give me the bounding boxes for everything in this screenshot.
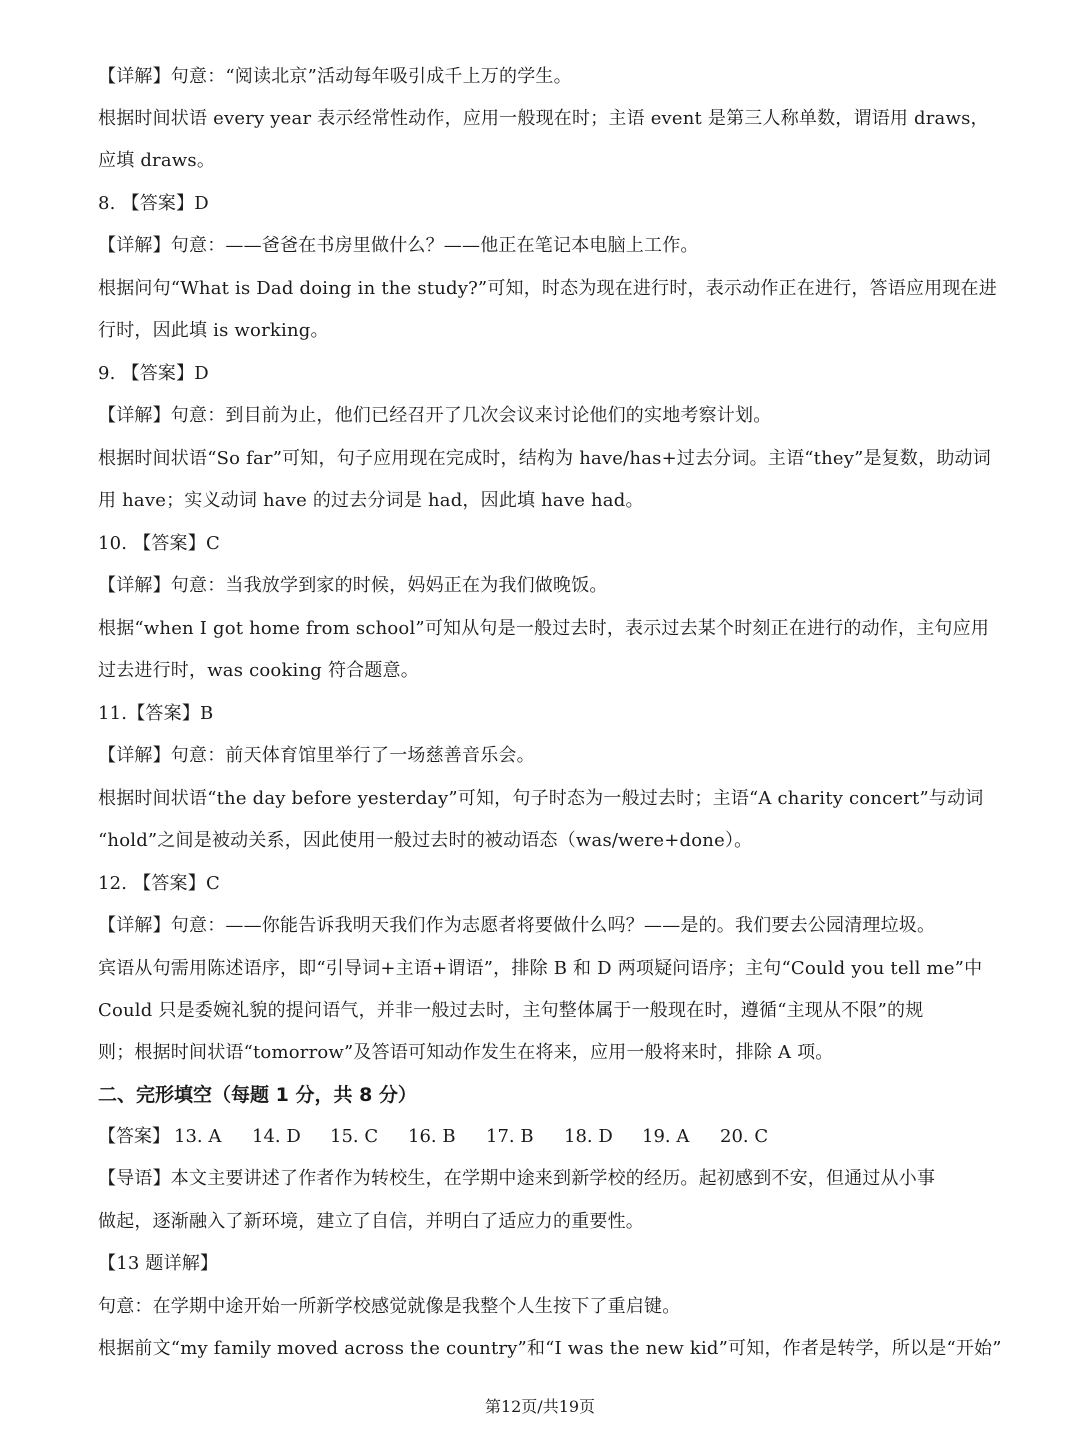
text-line: 【13 题详解】: [98, 1253, 219, 1274]
text-line: 句意：在学期中途开始一所新学校感觉就像是我整个人生按下了重启键。: [98, 1296, 681, 1317]
answer-line: 11.【答案】B: [98, 703, 214, 724]
page-number-footer: 第12页/共19页: [484, 1397, 596, 1416]
text-line: 行时，因此填 is working。: [98, 320, 329, 341]
answer-key-item: 14. D: [252, 1126, 301, 1147]
text-line: 【详解】句意：前天体育馆里举行了一场慈善音乐会。: [98, 745, 535, 766]
answer-key-item: 18. D: [564, 1126, 613, 1147]
answer-key-item: 19. A: [642, 1126, 690, 1147]
text-line: 根据时间状语“the day before yesterday”可知，句子时态为一般过去时；主语“A charity concert”与动词: [98, 788, 984, 809]
answer-key-item: 17. B: [486, 1126, 534, 1147]
answer-key-row: [98, 1124, 988, 1150]
answer-line: 9. 【答案】D: [98, 363, 209, 384]
answer-key-item: 15. C: [330, 1126, 379, 1147]
text-line: 【详解】句意：——爸爸在书房里做什么？——他正在笔记本电脑上工作。: [98, 235, 699, 256]
text-line: 根据“when I got home from school”可知从句是一般过去时，表示过去某个时刻正在进行的动作，主句应用: [98, 618, 990, 639]
text-line: 过去进行时，was cooking 符合题意。: [98, 660, 419, 681]
answer-line: 8. 【答案】D: [98, 193, 209, 214]
answer-key-item: 13. A: [174, 1126, 222, 1147]
text-line: 【详解】句意：“阅读北京”活动每年吸引成千上万的学生。: [98, 66, 572, 87]
text-line: 根据时间状语 every year 表示经常性动作，应用一般现在时；主语 event 是第三人称单数，谓语用 draws，: [98, 108, 989, 129]
answer-line: 12. 【答案】C: [98, 873, 220, 894]
text-line: 做起，逐渐融入了新环境，建立了自信，并明白了适应力的重要性。: [98, 1211, 644, 1232]
text-line: 【详解】句意：——你能告诉我明天我们作为志愿者将要做什么吗？——是的。我们要去公园清理垃圾。: [98, 915, 936, 936]
text-line: Could 只是委婉礼貌的提问语气，并非一般过去时，主句整体属于一般现在时，遵循“主现从不限”的规: [98, 1000, 924, 1021]
text-line: 则；根据时间状语“tomorrow”及答语可知动作发生在将来，应用一般将来时，排除 A 项。: [98, 1042, 834, 1063]
text-line: 【详解】句意：到目前为止，他们已经召开了几次会议来讨论他们的实地考察计划。: [98, 405, 772, 426]
text-line: 根据时间状语“So far”可知，句子应用现在完成时，结构为 have/has+过去分词。主语“they”是复数，助动词: [98, 448, 991, 469]
text-line: 根据问句“What is Dad doing in the study?”可知，时态为现在进行时，表示动作正在进行，答语应用现在进: [98, 278, 997, 299]
text-line: 【详解】句意：当我放学到家的时候，妈妈正在为我们做晚饭。: [98, 575, 608, 596]
section-heading: 二、完形填空（每题 1 分，共 8 分）: [98, 1084, 417, 1106]
answer-key-item: 20. C: [720, 1126, 769, 1147]
answer-line: 10. 【答案】C: [98, 533, 220, 554]
text-line: 【导语】本文主要讲述了作者作为转校生，在学期中途来到新学校的经历。起初感到不安，但通过从小事: [98, 1168, 936, 1189]
answer-key-label: 【答案】: [98, 1126, 170, 1147]
answer-key-item: 16. B: [408, 1126, 456, 1147]
text-line: “hold”之间是被动关系，因此使用一般过去时的被动语态（was/were+done）。: [98, 830, 753, 851]
text-line: 宾语从句需用陈述语序，即“引导词+主语+谓语”，排除 B 和 D 两项疑问语序；主句“Could you tell me”中: [98, 958, 983, 979]
text-line: 应填 draws。: [98, 150, 216, 171]
text-line: 根据前文“my family moved across the country”和“I was the new kid”可知，作者是转学，所以是“开始”: [98, 1338, 1002, 1359]
text-line: 用 have；实义动词 have 的过去分词是 had，因此填 have had。: [98, 490, 644, 511]
